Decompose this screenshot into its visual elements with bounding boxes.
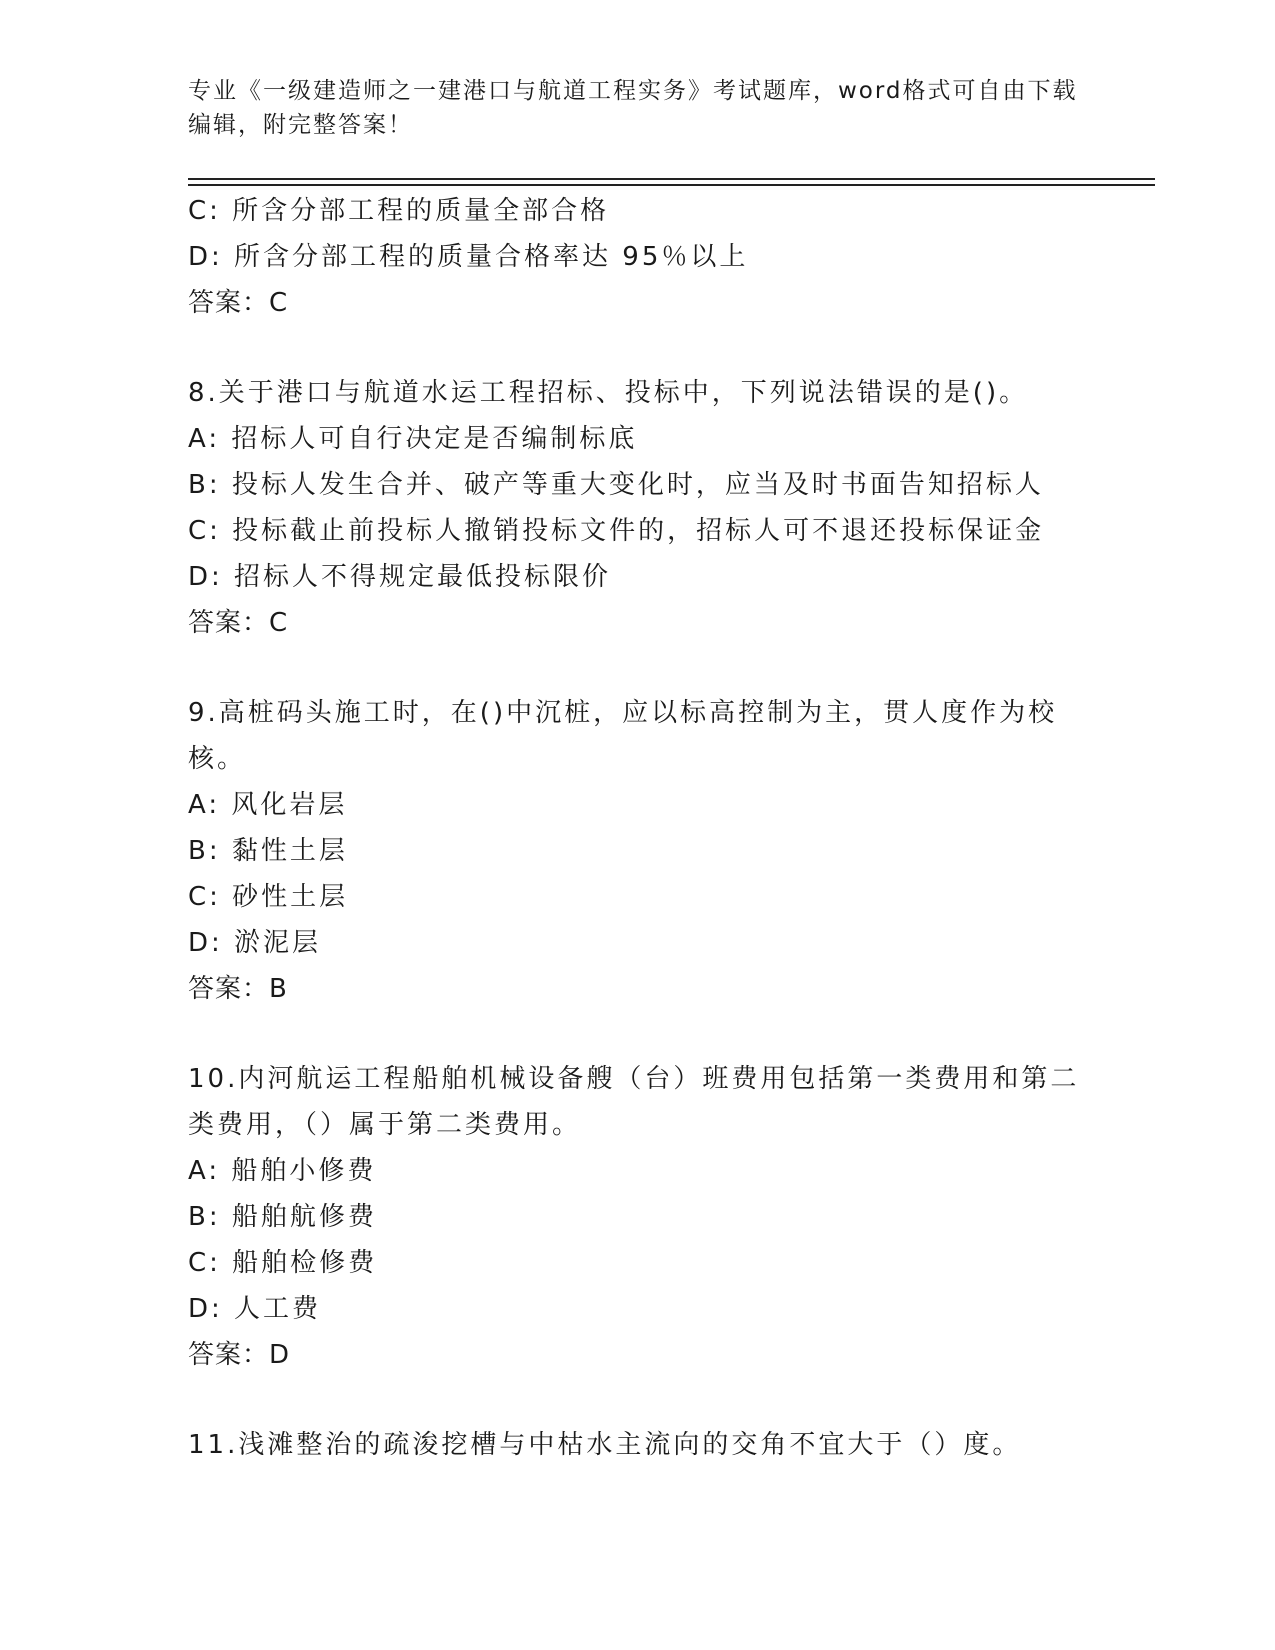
answer: 答案：B [188, 974, 288, 1004]
spacer [188, 646, 1118, 690]
question-stem-line-2: 核。 [188, 744, 247, 774]
option-d: D: 淤泥层 [188, 928, 322, 958]
question-11 [188, 1422, 1118, 1468]
question-stem-line-1: 9.高桩码头施工时，在()中沉桩，应以标高控制为主，贯人度作为校 [188, 698, 1058, 728]
option-d: D: 人工费 [188, 1294, 322, 1324]
option-b: B: 船舶航修费 [188, 1202, 377, 1232]
spacer [188, 1378, 1118, 1422]
header-line-1: 专业《一级建造师之一建港口与航道工程实务》考试题库，word格式可自由下载 [188, 78, 1078, 104]
answer: 答案：C [188, 608, 289, 638]
option-c: C: 船舶检修费 [188, 1248, 378, 1278]
question-stem: 8.关于港口与航道水运工程招标、投标中，下列说法错误的是()。 [188, 378, 1029, 408]
header-divider-bottom [188, 184, 1155, 186]
question-10 [188, 1056, 1118, 1378]
answer: 答案：D [188, 1340, 291, 1370]
option-c: C: 所含分部工程的质量全部合格 [188, 196, 610, 226]
header-line-2: 编辑，附完整答案！ [188, 112, 413, 138]
question-list [188, 188, 1118, 1468]
option-c: C: 砂性土层 [188, 882, 349, 912]
header-divider-top [188, 178, 1155, 180]
option-b: B: 黏性土层 [188, 836, 348, 866]
answer: 答案：C [188, 288, 289, 318]
question-7-tail [188, 188, 1118, 326]
option-a: A: 招标人可自行决定是否编制标底 [188, 424, 638, 454]
question-9 [188, 690, 1118, 1012]
spacer [188, 1012, 1118, 1056]
option-c: C: 投标截止前投标人撤销投标文件的，招标人可不退还投标保证金 [188, 516, 1045, 546]
document-header [188, 74, 1088, 142]
spacer [188, 326, 1118, 370]
question-8 [188, 370, 1118, 646]
option-d: D: 所含分部工程的质量合格率达 95％以上 [188, 242, 749, 272]
question-stem: 11.浅滩整治的疏浚挖槽与中枯水主流向的交角不宜大于（）度。 [188, 1430, 1022, 1460]
question-stem-line-1: 10.内河航运工程船舶机械设备艘（台）班费用包括第一类费用和第二 [188, 1064, 1080, 1094]
option-a: A: 船舶小修费 [188, 1156, 377, 1186]
question-stem-line-2: 类费用，（）属于第二类费用。 [188, 1110, 582, 1140]
option-b: B: 投标人发生合并、破产等重大变化时，应当及时书面告知招标人 [188, 470, 1044, 500]
option-d: D: 招标人不得规定最低投标限价 [188, 562, 612, 592]
option-a: A: 风化岩层 [188, 790, 348, 820]
